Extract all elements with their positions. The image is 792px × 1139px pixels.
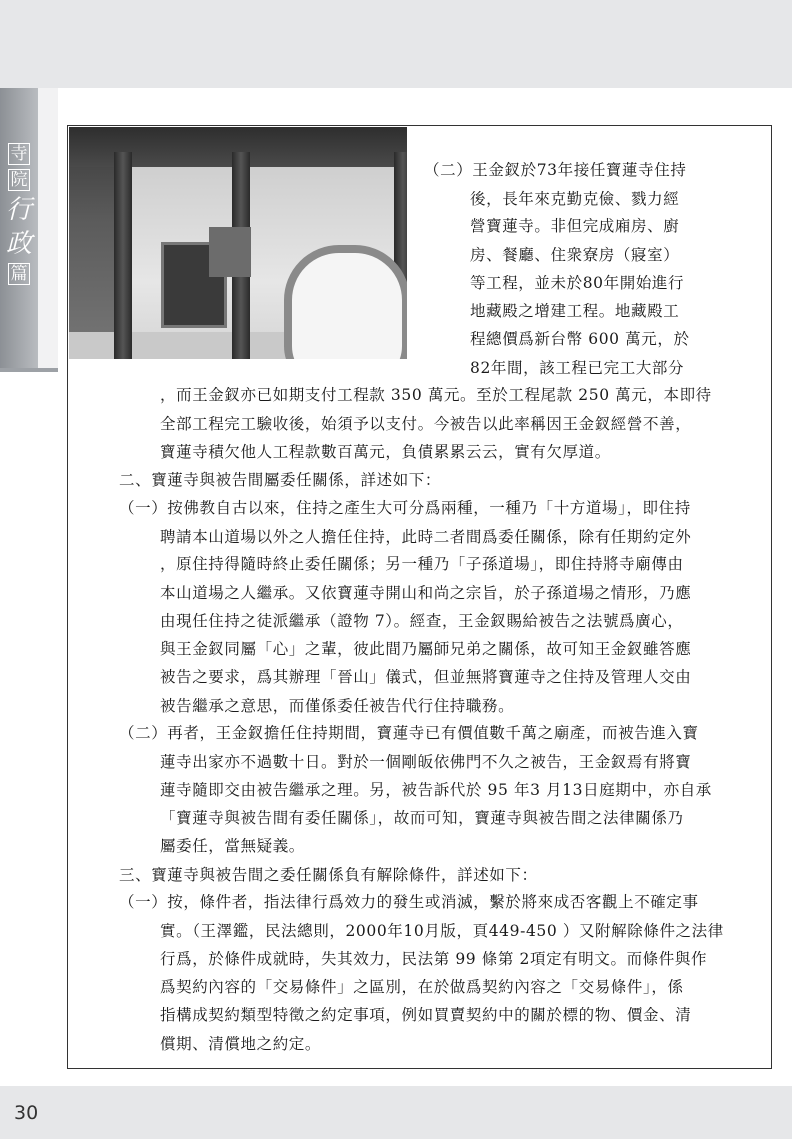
- text-line: 償期、清償地之約定。: [160, 1034, 322, 1053]
- text-line: 由現任住持之徒派繼承（證物 7）。經查，王金釵賜給被告之法號爲廣心，: [160, 611, 684, 630]
- page-number: 30: [14, 1102, 39, 1124]
- temple-interior-photo: [69, 127, 407, 359]
- bottom-band: [0, 1086, 792, 1139]
- text-line: （一）按，條件者，指法律行爲效力的發生或消滅，繫於將來成否客觀上不確定事: [119, 893, 699, 912]
- text-line: 本山道場之人繼承。又依寶蓮寺開山和尚之宗旨，於子孫道場之情形，乃應: [160, 584, 692, 603]
- tab-char: 院: [8, 169, 30, 191]
- text-line: 聘請本山道場以外之人擔任住持，此時二者間爲委任關係，除有任期約定外: [160, 527, 692, 546]
- section-heading: 二、寶蓮寺與被告間屬委任關係，詳述如下：: [119, 471, 442, 490]
- side-tab-edge: [38, 88, 58, 368]
- text-line: 「寶蓮寺與被告間有委任關係」，故而可知，寶蓮寺與被告間之法律關係乃: [160, 809, 684, 828]
- text-line: 房、餐廳、住衆寮房（寢室）: [470, 245, 680, 264]
- text-line: 屬委任，當無疑義。: [160, 837, 305, 856]
- text-line: 被告之要求，爲其辦理「晉山」儀式，但並無將寶蓮寺之住持及管理人交由: [160, 668, 692, 687]
- side-tab-rule: [0, 368, 58, 372]
- section-tab-title: [3, 143, 35, 289]
- text-line: 爲契約內容的「交易條件」之區別，在於做爲契約內容之「交易條件」，係: [160, 978, 684, 997]
- text-line: 蓮寺出家亦不過數十日。對於一個剛皈依佛門不久之被告，王金釵焉有將寶: [160, 753, 692, 772]
- text-line: 指構成契約類型特徵之約定事項，例如買賣契約中的關於標的物、價金、清: [160, 1006, 692, 1025]
- text-line: （一）按佛教自古以來，住持之產生大可分爲兩種，一種乃「十方道場」，即住持: [119, 499, 691, 518]
- top-band: [0, 0, 792, 88]
- text-line: 蓮寺隨即交由被告繼承之理。另，被告訴代於 95 年3 月13日庭期中，亦自承: [160, 780, 712, 799]
- text-line: ，而王金釵亦已如期支付工程款 350 萬元。至於工程尾款 250 萬元，本即待: [160, 386, 712, 405]
- text-line: 地藏殿之增建工程。地藏殿工: [470, 302, 680, 321]
- text-line: 寶蓮寺積欠他人工程款數百萬元，負債累累云云，實有欠厚道。: [160, 442, 611, 461]
- tab-char: 政: [5, 229, 32, 259]
- tab-char: 寺: [8, 143, 30, 165]
- text-line: 程總價爲新台幣 600 萬元，於: [470, 330, 690, 349]
- text-line: 與王金釵同屬「心」之輩，彼此間乃屬師兄弟之關係，故可知王金釵雖答應: [160, 640, 692, 659]
- text-line: 實。（王澤鑑，民法總則，2000年10月版，頁449-450 ）又附解除條件之法律: [160, 922, 724, 941]
- tab-char: 篇: [8, 263, 30, 285]
- text-line: （二）再者，王金釵擔任住持期間，寶蓮寺已有價值數千萬之廟產，而被告進入寶: [119, 724, 699, 743]
- text-line: （二）王金釵於73年接任寶蓮寺住持: [424, 161, 687, 179]
- text-line: 等工程，並未於80年開始進行: [470, 273, 685, 292]
- text-line: 行爲，於條件成就時，失其效力，民法第 99 條第 2項定有明文。而條件與作: [160, 949, 708, 968]
- text-line: ，原住持得隨時終止委任關係；另一種乃「子孫道場」，即住持將寺廟傳由: [160, 555, 684, 574]
- tab-char: 行: [5, 195, 32, 225]
- section-heading: 三、寶蓮寺與被告間之委任關係負有解除條件，詳述如下：: [119, 865, 538, 884]
- text-line: 全部工程完工驗收後，始須予以支付。今被告以此率稱因王金釵經營不善，: [160, 415, 692, 434]
- text-line: 後，長年來克勤克儉、戮力經: [470, 189, 680, 208]
- text-line: 被告繼承之意思，而僅係委任被告代行住持職務。: [160, 696, 515, 715]
- text-line: 營寶蓮寺。非但完成廂房、廚: [470, 217, 680, 236]
- text-line: 82年間，該工程已完工大部分: [470, 358, 685, 377]
